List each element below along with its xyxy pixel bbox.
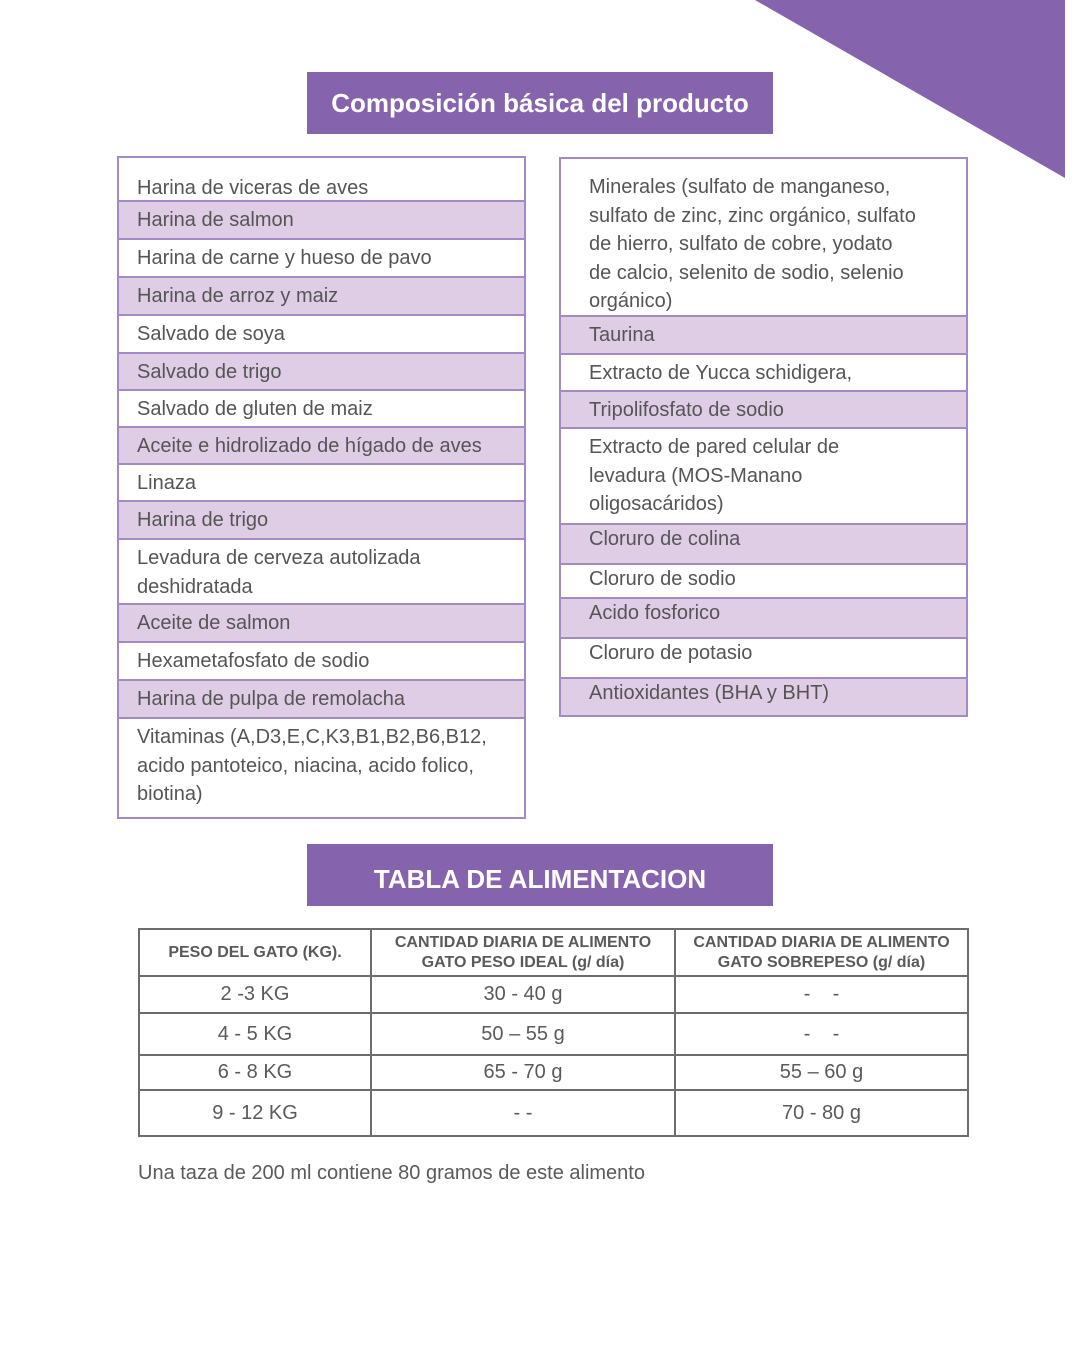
weight-cell: 4 - 5 KG — [139, 1013, 371, 1055]
overweight-amount-cell: - - — [675, 1013, 968, 1055]
table-row — [139, 1055, 968, 1090]
left-item: Harina de viceras de aves — [119, 158, 524, 202]
weight-cell: 2 -3 KG — [139, 976, 371, 1013]
overweight-amount-cell: 55 – 60 g — [675, 1055, 968, 1090]
cup-note: Una taza de 200 ml contiene 80 gramos de este alimento — [138, 1162, 645, 1184]
composition-list-right — [559, 157, 968, 717]
table-row — [139, 1090, 968, 1136]
left-item: Harina de trigo — [119, 502, 524, 540]
overweight-amount-cell: - - — [675, 976, 968, 1013]
right-item: Minerales (sulfato de manganeso, sulfato de zinc, zinc orgánico, sulfato de hierro, sulfato de cobre, yodato de calcio, selenito de sodio, selenio orgánico) — [561, 159, 966, 317]
right-item: Acido fosforico — [561, 599, 966, 639]
header-cat-weight: PESO DEL GATO (KG). — [139, 929, 371, 976]
left-item: Harina de salmon — [119, 202, 524, 240]
ideal-amount-cell: 65 - 70 g — [371, 1055, 675, 1090]
left-item: Linaza — [119, 465, 524, 502]
composition-list-left — [117, 156, 526, 819]
left-item: Aceite de salmon — [119, 605, 524, 643]
overweight-amount-cell: 70 - 80 g — [675, 1090, 968, 1136]
right-item: Extracto de Yucca schidigera, — [561, 355, 966, 392]
feeding-table — [138, 928, 969, 1137]
weight-cell: 9 - 12 KG — [139, 1090, 371, 1136]
left-item: Harina de pulpa de remolacha — [119, 681, 524, 719]
right-item: Antioxidantes (BHA y BHT) — [561, 679, 966, 717]
left-item: Levadura de cerveza autolizada deshidratada — [119, 540, 524, 605]
left-item: Vitaminas (A,D3,E,C,K3,B1,B2,B6,B12, acido pantoteico, niacina, acido folico, biotina) — [119, 719, 524, 819]
header-overweight-amount: CANTIDAD DIARIA DE ALIMENTO GATO SOBREPESO (g/ día) — [675, 929, 968, 976]
table-row — [139, 1013, 968, 1055]
left-item: Salvado de trigo — [119, 354, 524, 391]
table-row — [139, 976, 968, 1013]
left-item: Salvado de gluten de maiz — [119, 391, 524, 428]
right-item: Tripolifosfato de sodio — [561, 392, 966, 429]
weight-cell: 6 - 8 KG — [139, 1055, 371, 1090]
left-item: Harina de arroz y maiz — [119, 278, 524, 316]
right-item: Cloruro de colina — [561, 525, 966, 565]
composition-title: Composición básica del producto — [307, 72, 773, 134]
ideal-amount-cell: 50 – 55 g — [371, 1013, 675, 1055]
left-item: Salvado de soya — [119, 316, 524, 354]
left-item: Harina de carne y hueso de pavo — [119, 240, 524, 278]
left-item: Aceite e hidrolizado de hígado de aves — [119, 428, 524, 465]
header-ideal-weight-amount: CANTIDAD DIARIA DE ALIMENTO GATO PESO IDEAL (g/ día) — [371, 929, 675, 976]
right-item: Cloruro de potasio — [561, 639, 966, 679]
right-item: Cloruro de sodio — [561, 565, 966, 599]
right-item: Taurina — [561, 317, 966, 355]
corner-triangle-decoration — [755, 0, 1065, 180]
left-item: Hexametafosfato de sodio — [119, 643, 524, 681]
feeding-table-header-row — [139, 929, 968, 976]
right-item: Extracto de pared celular de levadura (MOS-Manano oligosacáridos) — [561, 429, 966, 525]
feeding-table-title: TABLA DE ALIMENTACION — [307, 844, 773, 906]
ideal-amount-cell: - - — [371, 1090, 675, 1136]
ideal-amount-cell: 30 - 40 g — [371, 976, 675, 1013]
